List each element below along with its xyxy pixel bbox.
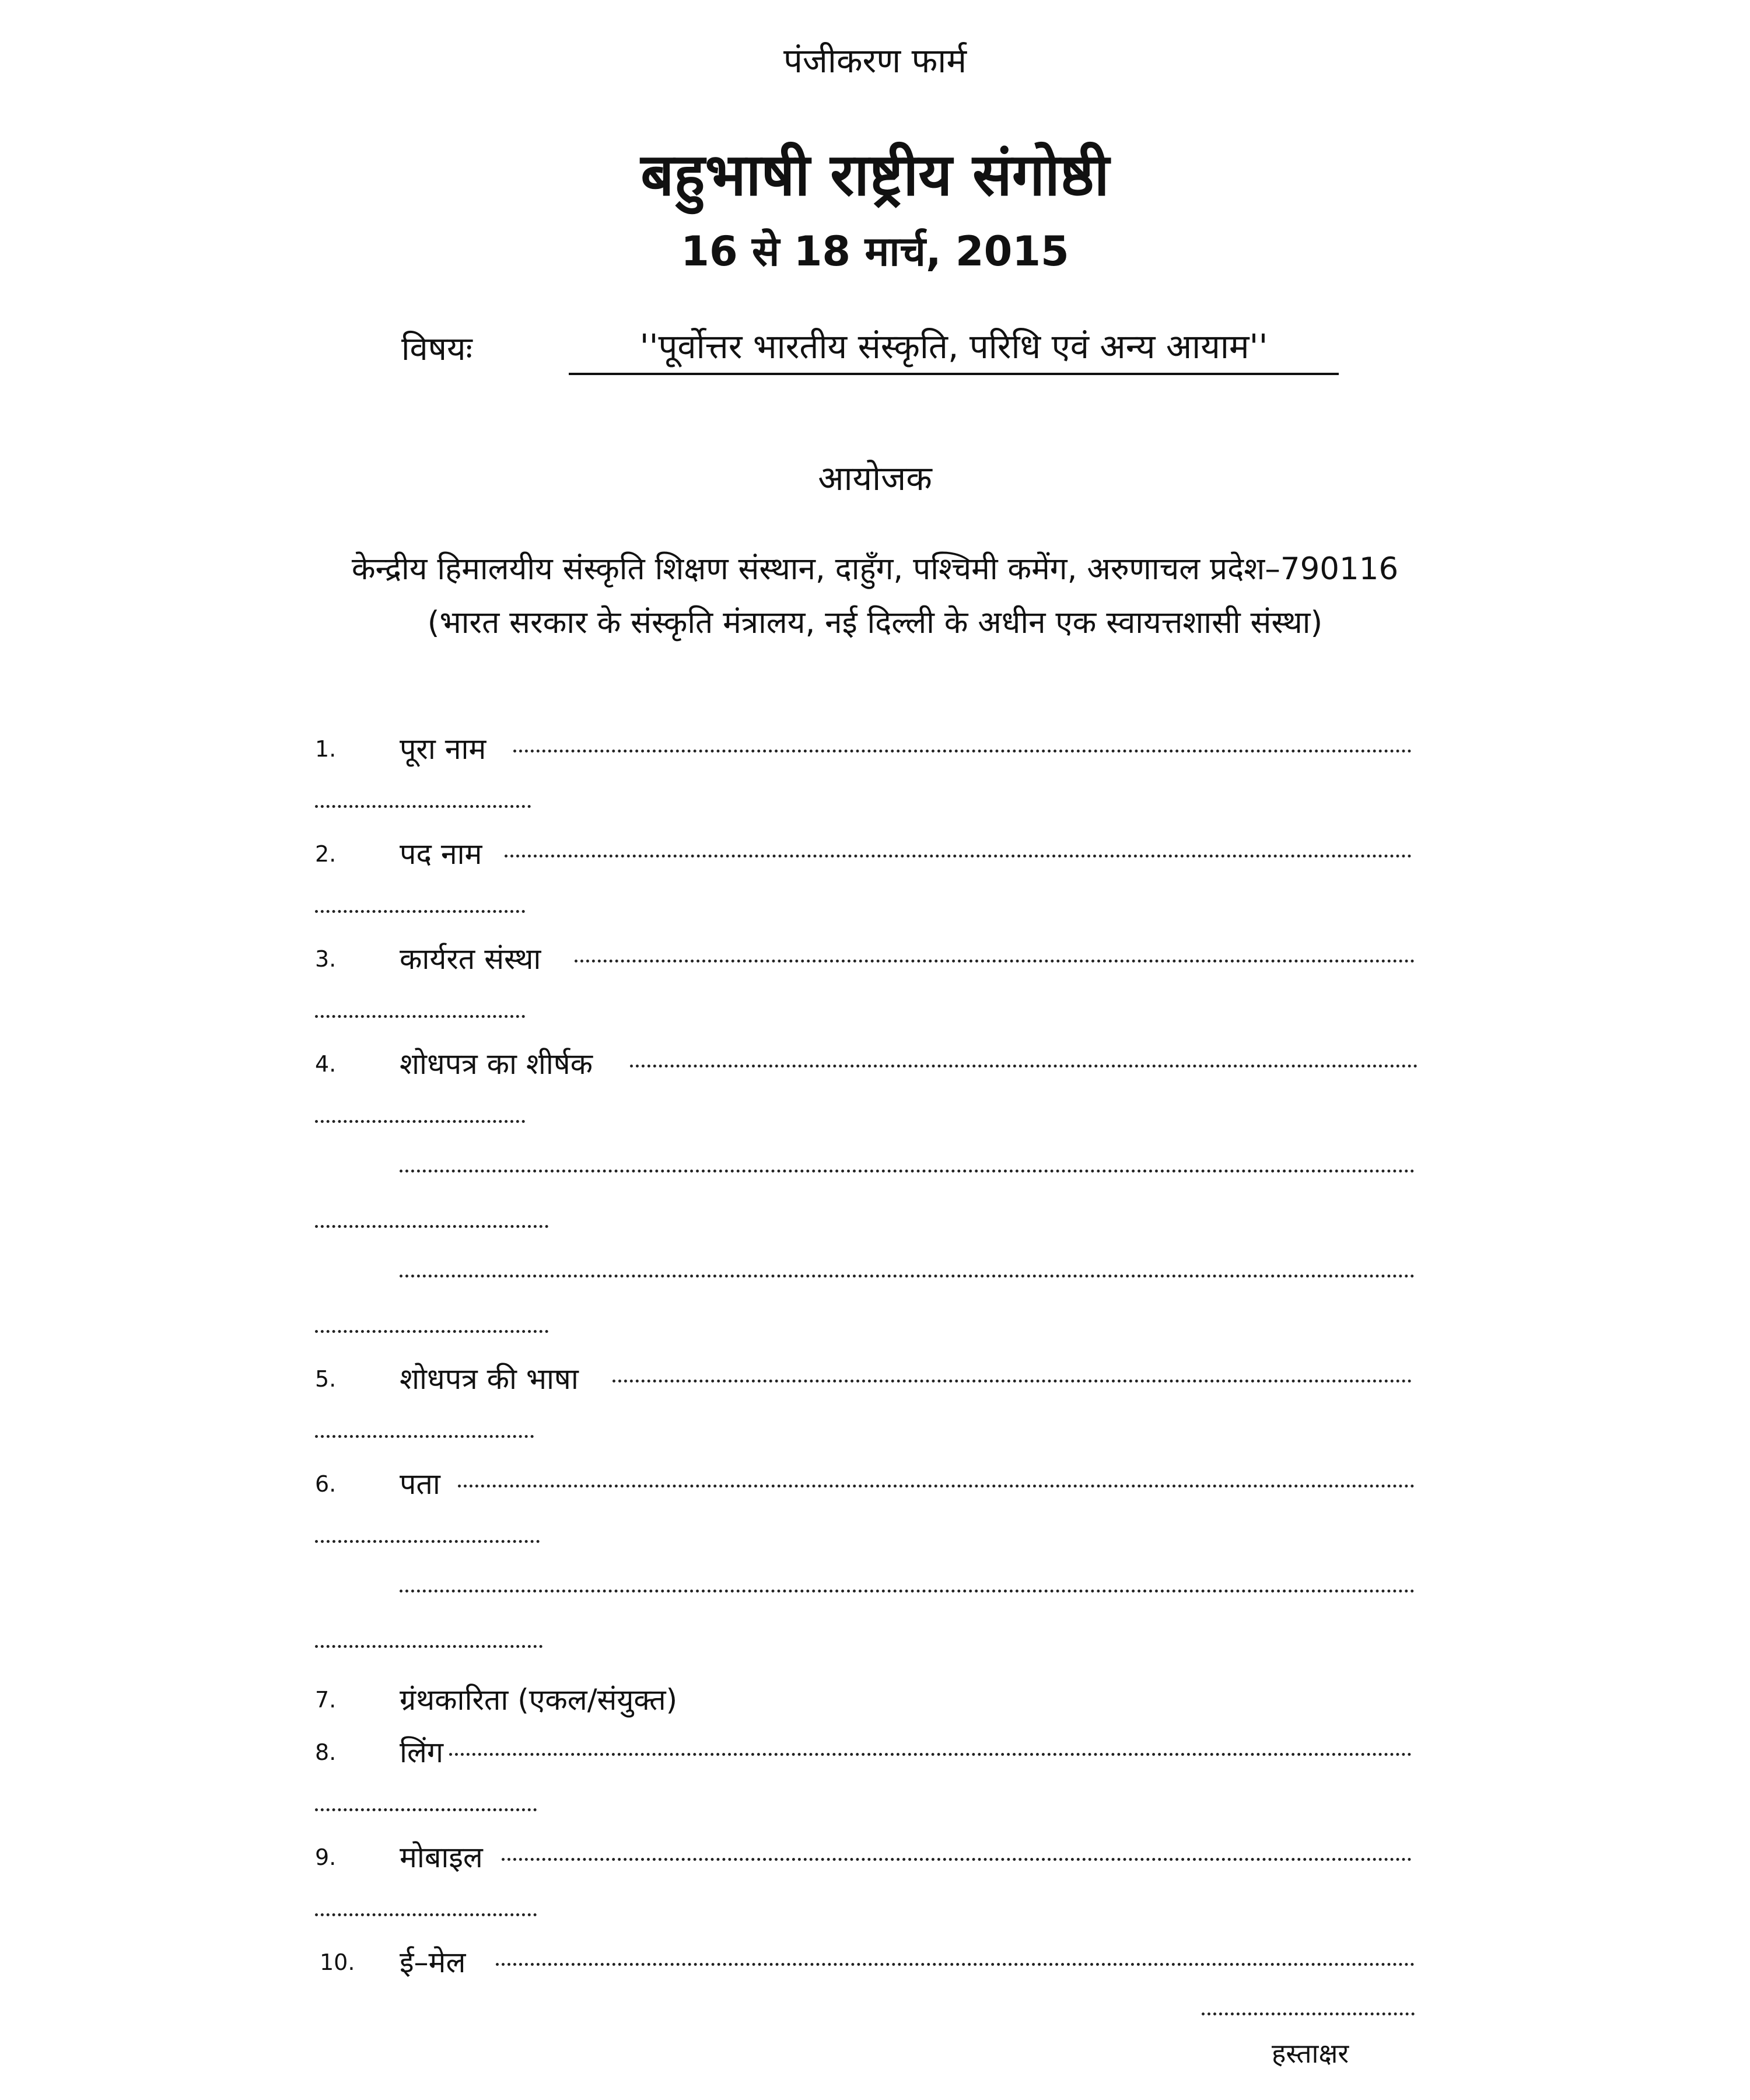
full-name-line-continued[interactable] (315, 805, 531, 808)
paper-title-line-6[interactable] (315, 1330, 548, 1333)
organizer-heading: आयोजक (818, 459, 932, 498)
paper-title-line-3[interactable] (400, 1170, 1415, 1172)
seminar-dates: 16 से 18 मार्च, 2015 (681, 228, 1069, 275)
field-number-6: 6. (315, 1471, 337, 1497)
designation-line[interactable] (505, 855, 1412, 858)
field-label-gender: लिंग (400, 1735, 443, 1769)
field-label-designation: पद नाम (400, 837, 482, 871)
field-label-institution: कार्यरत संस्था (400, 942, 541, 976)
field-number-5: 5. (315, 1366, 337, 1392)
field-label-paper-title: शोधपत्र का शीर्षक (400, 1047, 593, 1081)
field-number-4: 4. (315, 1051, 337, 1077)
field-number-8: 8. (315, 1740, 337, 1765)
form-heading: पंजीकरण फार्म (783, 41, 967, 80)
mobile-line[interactable] (502, 1858, 1412, 1861)
field-number-2: 2. (315, 841, 337, 867)
subject-label: विषयः (401, 330, 473, 368)
gender-line-continued[interactable] (315, 1808, 537, 1811)
paper-language-line-continued[interactable] (315, 1435, 534, 1438)
field-label-paper-language: शोधपत्र की भाषा (400, 1362, 579, 1396)
paper-title-line-2[interactable] (315, 1120, 525, 1123)
signature-label: हस्ताक्षर (1272, 2038, 1349, 2069)
field-label-authorship: ग्रंथकारिता (एकल/संयुक्त) (400, 1683, 678, 1717)
paper-language-line[interactable] (612, 1380, 1412, 1382)
subject-text: ''पूर्वोत्तर भारतीय संस्कृति, परिधि एवं अन्य आयाम'' (569, 322, 1339, 375)
field-number-3: 3. (315, 946, 337, 972)
email-line[interactable] (496, 1963, 1415, 1966)
paper-title-line-5[interactable] (400, 1275, 1415, 1278)
paper-title-line[interactable] (630, 1065, 1418, 1068)
signature-line[interactable] (1202, 2013, 1415, 2015)
mobile-line-continued[interactable] (315, 1913, 537, 1916)
institution-line-continued[interactable] (315, 1015, 525, 1018)
address-line-4[interactable] (315, 1645, 542, 1648)
field-label-address: पता (400, 1467, 440, 1501)
address-line-2[interactable] (315, 1540, 540, 1543)
field-number-7: 7. (315, 1687, 337, 1713)
address-line-3[interactable] (400, 1590, 1415, 1592)
full-name-line[interactable] (513, 750, 1412, 752)
institution-line[interactable] (575, 960, 1415, 963)
gender-line[interactable] (449, 1753, 1412, 1756)
designation-line-continued[interactable] (315, 910, 525, 913)
address-line[interactable] (458, 1485, 1415, 1488)
field-label-mobile: मोबाइल (400, 1840, 483, 1874)
field-number-9: 9. (315, 1845, 337, 1870)
field-label-full-name: पूरा नाम (400, 732, 487, 766)
organizer-address: केन्द्रीय हिमालयीय संस्कृति शिक्षण संस्थान, दाहुँग, पश्चिमी कमेंग, अरुणाचल प्रदेश–790116 (भारत सरकार के संस्कृति मंत्रालय, नई दिल्ली के अधीन एक स्वायत्तशासी संस्था) (351, 551, 1399, 640)
paper-title-line-4[interactable] (315, 1225, 548, 1228)
seminar-title: बहुभाषी राष्ट्रीय संगोष्ठी (640, 141, 1110, 209)
field-number-10: 10. (320, 1950, 355, 1975)
field-number-1: 1. (315, 736, 337, 762)
field-label-email: ई–मेल (400, 1945, 466, 1979)
